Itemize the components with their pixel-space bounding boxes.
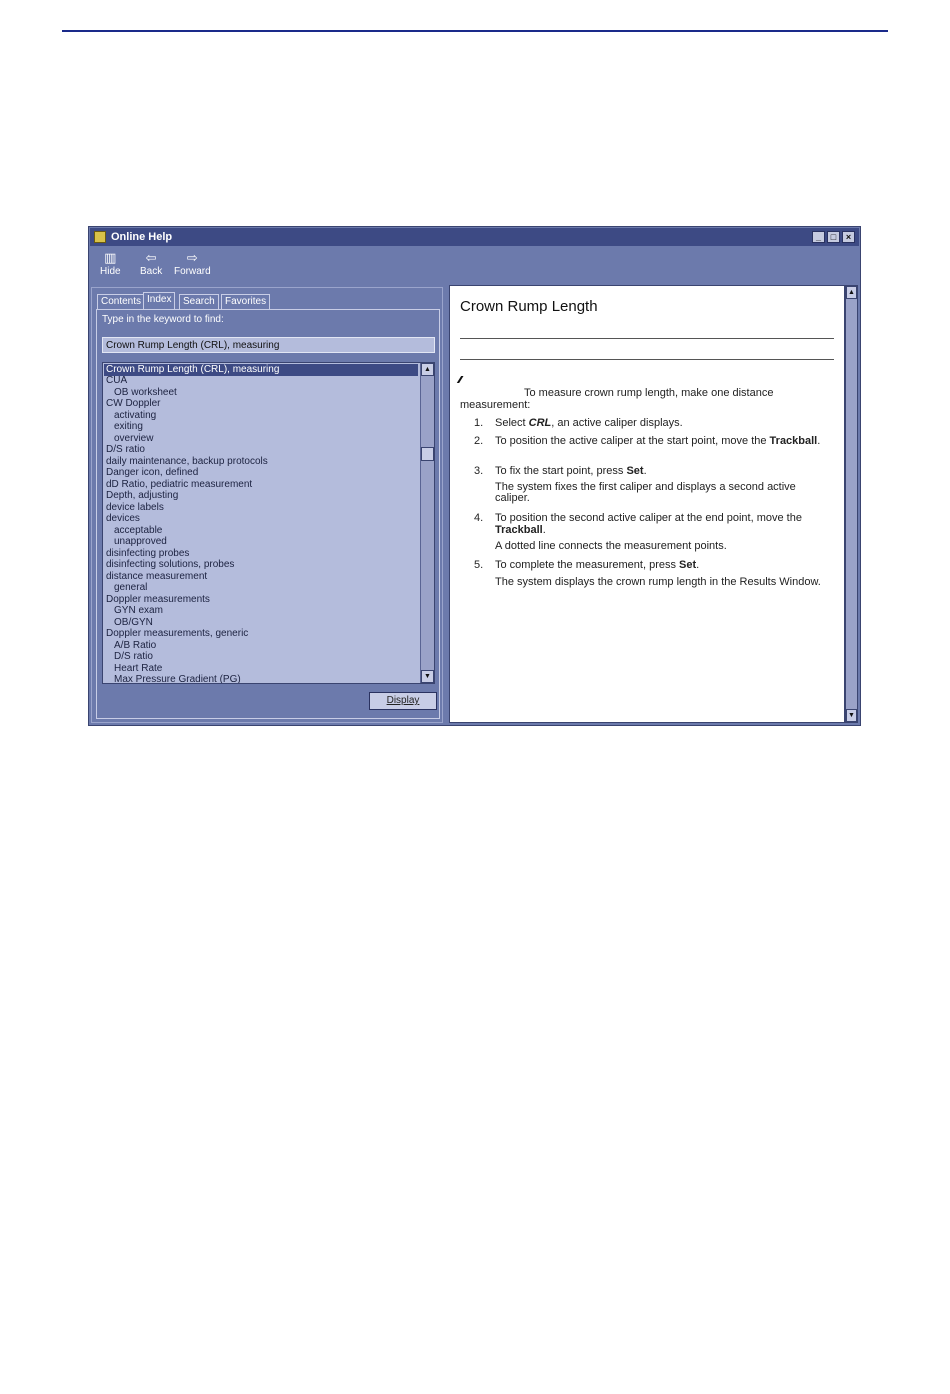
- keyword-input[interactable]: [102, 337, 435, 353]
- list-item[interactable]: general: [114, 582, 148, 593]
- title-bar[interactable]: [90, 228, 859, 246]
- list-item[interactable]: device labels: [106, 502, 164, 513]
- list-item[interactable]: GYN exam: [114, 605, 163, 616]
- back-arrow-icon: ⇦: [145, 250, 157, 265]
- forward-arrow-icon: ⇨: [186, 250, 198, 265]
- topic-title: Crown Rump Length: [460, 298, 598, 315]
- list-item[interactable]: devices: [106, 513, 140, 524]
- list-item[interactable]: Heart Rate: [114, 663, 163, 674]
- topic-scrollbar[interactable]: [845, 285, 858, 723]
- list-item[interactable]: CUA: [106, 375, 128, 386]
- list-item[interactable]: Crown Rump Length (CRL), measuring: [104, 364, 418, 376]
- keyword-prompt: Type in the keyword to find:: [102, 314, 224, 325]
- list-item[interactable]: Danger icon, defined: [106, 467, 199, 478]
- list-item[interactable]: OB worksheet: [114, 387, 177, 398]
- tab-search[interactable]: Search: [179, 294, 219, 309]
- display-button[interactable]: Display: [369, 692, 437, 710]
- tab-contents[interactable]: Contents: [97, 294, 145, 309]
- topic-intro: To measure crown rump length, make one distance measurement:: [460, 387, 774, 411]
- index-scrollbar[interactable]: [420, 363, 434, 683]
- online-help-window: [88, 226, 861, 726]
- topic-scroll-up-icon[interactable]: ▲: [846, 286, 857, 299]
- divider: [460, 338, 834, 339]
- step-5-note: The system displays the crown rump length in the Results Window.: [495, 576, 821, 588]
- list-item[interactable]: Depth, adjusting: [106, 490, 179, 501]
- list-item[interactable]: exiting: [114, 421, 143, 432]
- help-app-icon: [94, 231, 106, 243]
- list-item[interactable]: D/S ratio: [106, 444, 145, 455]
- list-item[interactable]: dD Ratio, pediatric measurement: [106, 479, 253, 490]
- list-item[interactable]: daily maintenance, backup protocols: [106, 456, 268, 467]
- list-item[interactable]: Doppler measurements: [106, 594, 210, 605]
- scroll-down-icon[interactable]: ▼: [421, 670, 434, 683]
- topic-pane: Crown Rump Length To measure crown rump length, make one distance measurement: 1. Select CRL, an active caliper displays. 2. To position the active caliper at the start point, move the Trackball. 3. To fix the start point, press Set. The system fixes the first caliper and displays a second active caliper. 4. To position the second active caliper at the end point, move the Trackball. A dotted line connects the measurement points. 5. To complete the measurement, press Set. The system displays the crown rump length in the Results Window.: [449, 285, 845, 723]
- tab-index[interactable]: Index: [143, 292, 175, 310]
- divider: [460, 359, 834, 360]
- hide-button[interactable]: [100, 250, 121, 277]
- list-item[interactable]: acceptable: [114, 525, 163, 536]
- navigation-pane: [91, 287, 443, 723]
- list-item[interactable]: CW Doppler: [106, 398, 161, 409]
- forward-label: Forward: [174, 266, 211, 277]
- minimize-button[interactable]: _: [812, 231, 825, 243]
- forward-button[interactable]: [174, 250, 211, 277]
- list-item[interactable]: disinfecting solutions, probes: [106, 559, 235, 570]
- list-item[interactable]: disinfecting probes: [106, 548, 190, 559]
- step-3-note: The system fixes the first caliper and displays a second active caliper.: [495, 481, 796, 504]
- hide-label: Hide: [100, 266, 121, 277]
- close-button[interactable]: ×: [842, 231, 855, 243]
- back-label: Back: [140, 266, 163, 277]
- tab-favorites[interactable]: Favorites: [221, 294, 270, 309]
- list-item[interactable]: A/B Ratio: [114, 640, 157, 651]
- page-top-rule: [62, 30, 888, 32]
- step-4-note: A dotted line connects the measurement points.: [495, 540, 727, 552]
- scroll-thumb[interactable]: [421, 447, 434, 461]
- hide-pane-icon: ▥: [104, 250, 117, 265]
- back-button[interactable]: [140, 250, 162, 277]
- index-list[interactable]: [102, 362, 435, 684]
- toolbar: [90, 246, 859, 284]
- list-item[interactable]: OB/GYN: [114, 617, 153, 628]
- list-item[interactable]: distance measurement: [106, 571, 208, 582]
- list-item[interactable]: D/S ratio: [114, 651, 153, 662]
- list-item[interactable]: overview: [114, 433, 154, 444]
- window-title: Online Help: [111, 231, 173, 243]
- index-panel: [96, 309, 440, 719]
- list-item[interactable]: Doppler measurements, generic: [106, 628, 249, 639]
- topic-scroll-down-icon[interactable]: ▼: [846, 709, 857, 722]
- maximize-button[interactable]: □: [827, 231, 840, 243]
- list-item[interactable]: activating: [114, 410, 157, 421]
- list-item[interactable]: unapproved: [114, 536, 167, 547]
- scroll-up-icon[interactable]: ▲: [421, 363, 434, 376]
- list-item[interactable]: Max Pressure Gradient (PG): [114, 674, 241, 684]
